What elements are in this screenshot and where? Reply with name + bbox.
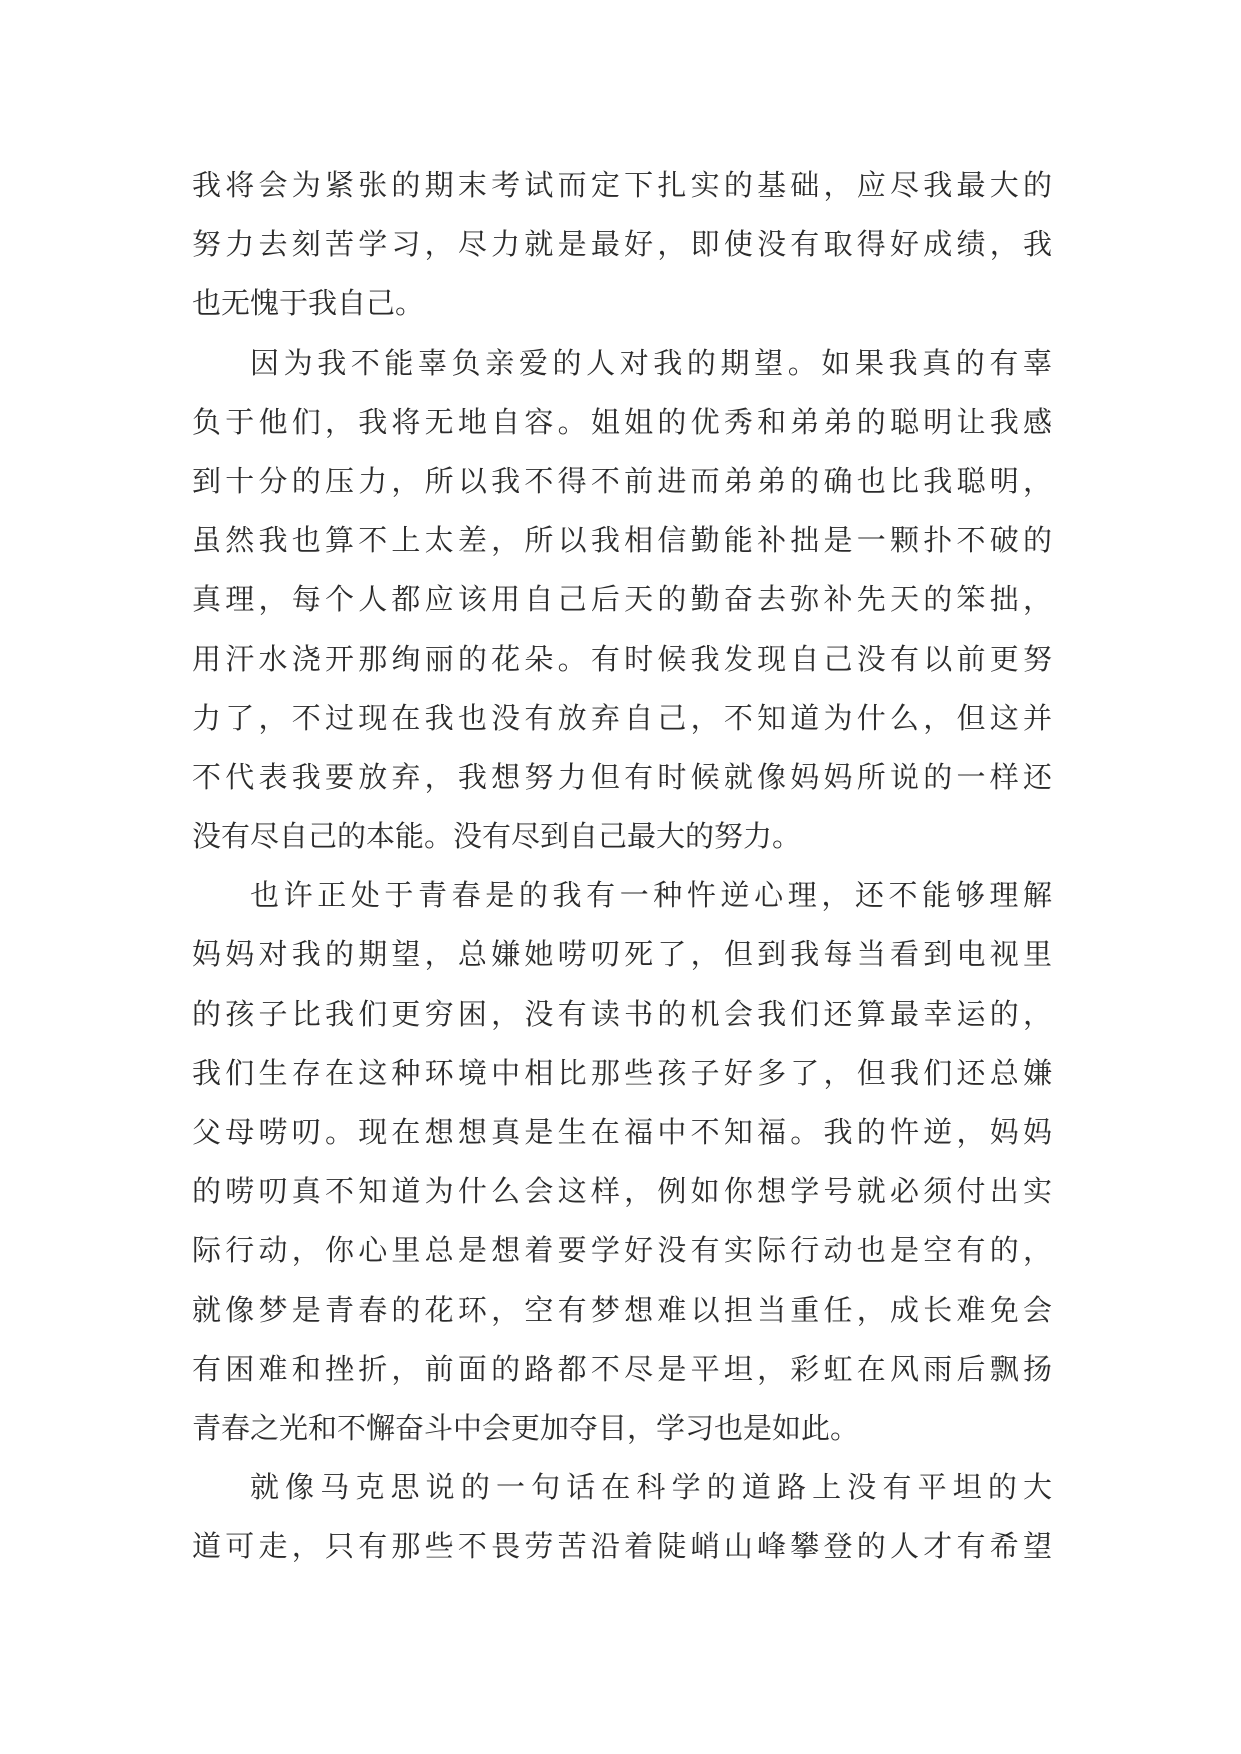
text-line: 不代表我要放弃，我想努力但有时候就像妈妈所说的一样还: [192, 759, 1052, 794]
text-line: 际行动，你心里总是想着要学好没有实际行动也是空有的，: [192, 1233, 1052, 1268]
text-line: 没有尽自己的本能。没有尽到自己最大的努力。: [192, 819, 802, 854]
text-line: 因为我不能辜负亲爱的人对我的期望。如果我真的有辜: [250, 345, 1052, 380]
text-line: 到十分的压力，所以我不得不前进而弟弟的确也比我聪明，: [192, 463, 1052, 498]
text-line: 道可走，只有那些不畏劳苦沿着陡峭山峰攀登的人才有希望: [192, 1529, 1052, 1564]
text-line: 青春之光和不懈奋斗中会更加夺目，学习也是如此。: [192, 1410, 860, 1445]
text-line: 真理，每个人都应该用自己后天的勤奋去弥补先天的笨拙，: [192, 582, 1052, 617]
text-line: 就像马克思说的一句话在科学的道路上没有平坦的大: [250, 1470, 1052, 1505]
text-line: 我将会为紧张的期末考试而定下扎实的基础，应尽我最大的: [192, 168, 1052, 202]
text-line: 我们生存在这种环境中相比那些孩子好多了，但我们还总嫌: [192, 1055, 1052, 1090]
text-line: 的孩子比我们更穷困，没有读书的机会我们还算最幸运的，: [192, 996, 1052, 1031]
text-line: 也无愧于我自己。: [192, 286, 425, 321]
text-line: 妈妈对我的期望，总嫌她唠叨死了，但到我每当看到电视里: [192, 937, 1052, 972]
text-line: 力了，不过现在我也没有放弃自己，不知道为什么，但这并: [192, 700, 1052, 735]
text-line: 虽然我也算不上太差，所以我相信勤能补拙是一颗扑不破的: [192, 523, 1052, 558]
document-body: [192, 156, 1052, 1577]
text-line: 的唠叨真不知道为什么会这样，例如你想学号就必须付出实: [192, 1174, 1052, 1209]
text-line: 努力去刻苦学习，尽力就是最好，即使没有取得好成绩，我: [192, 227, 1052, 262]
text-line: 也许正处于青春是的我有一种忤逆心理，还不能够理解: [250, 878, 1052, 913]
text-line: 父母唠叨。现在想想真是生在福中不知福。我的忤逆，妈妈: [192, 1115, 1052, 1149]
text-line: 就像梦是青春的花环，空有梦想难以担当重任，成长难免会: [192, 1292, 1052, 1327]
text-line: 负于他们，我将无地自容。姐姐的优秀和弟弟的聪明让我感: [192, 404, 1052, 439]
text-line: 用汗水浇开那绚丽的花朵。有时候我发现自己没有以前更努: [192, 641, 1052, 676]
text-line: 有困难和挫折，前面的路都不尽是平坦，彩虹在风雨后飘扬: [192, 1351, 1052, 1386]
